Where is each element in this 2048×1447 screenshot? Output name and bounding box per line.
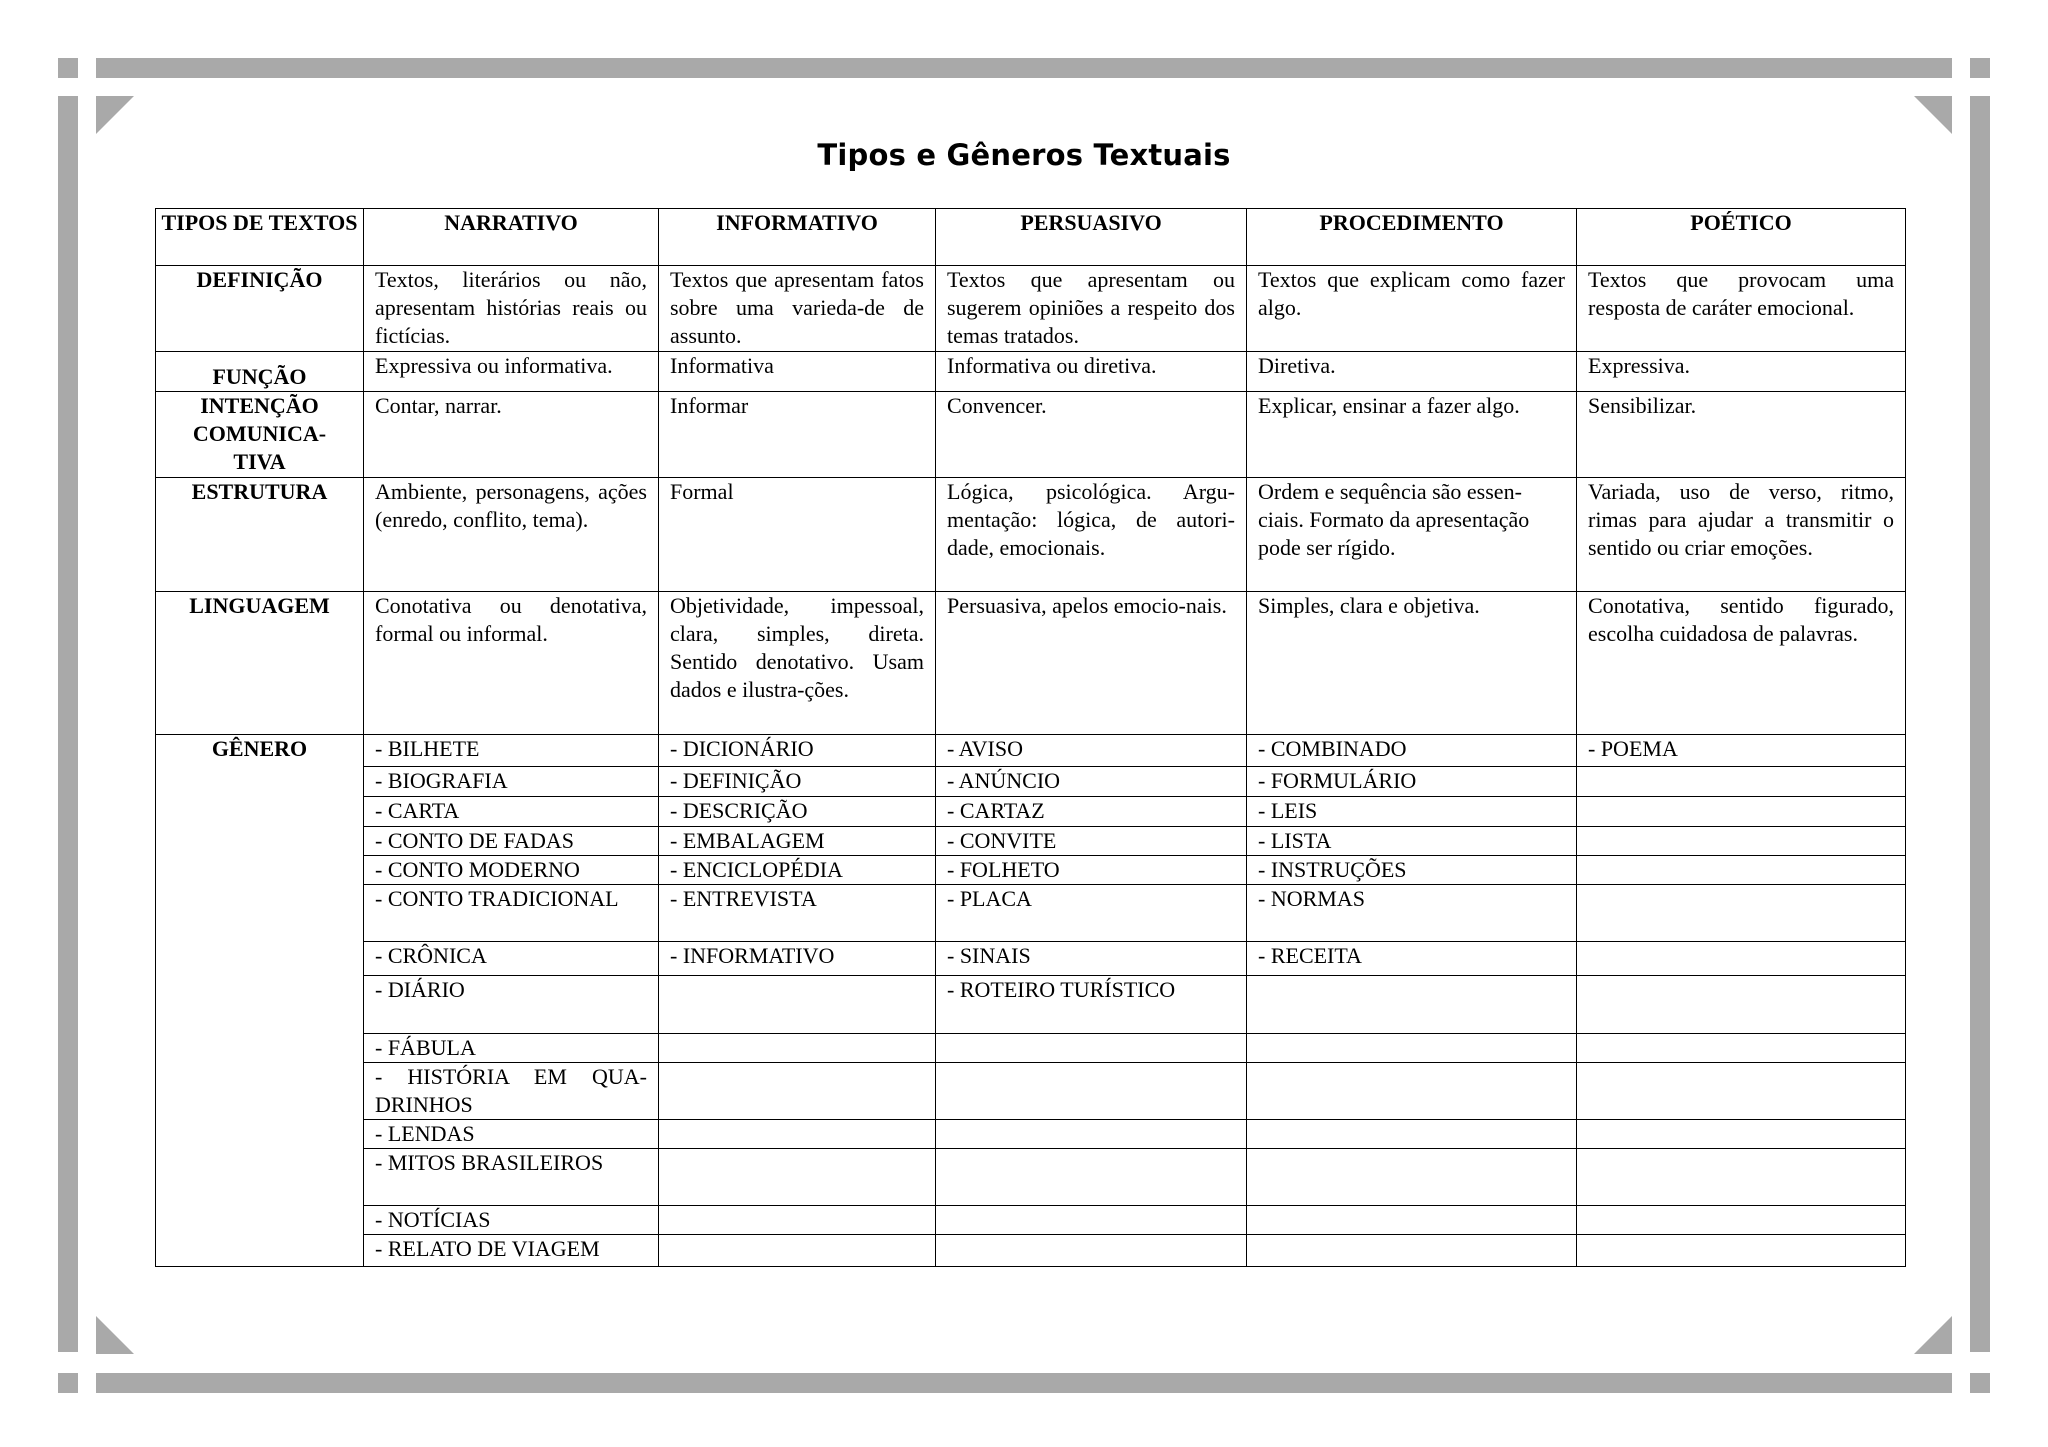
genre-cell: - NORMAS	[1247, 885, 1577, 942]
frame-top-bar	[96, 58, 1952, 78]
genre-cell	[1577, 1034, 1906, 1063]
cell-funcao-procedimento: Diretiva.	[1247, 352, 1577, 392]
genre-cell	[1577, 1063, 1906, 1120]
row-intencao-comunicativa	[156, 392, 1906, 478]
cell-estrutura-procedimento: Ordem e sequência são essen-ciais. Formato da apresentação pode ser rígido.	[1247, 478, 1577, 592]
genre-cell	[659, 976, 936, 1034]
genre-cell	[936, 1063, 1247, 1120]
genre-cell	[936, 1206, 1247, 1235]
frame-corner-square-tl	[58, 58, 78, 78]
genre-cell: - BILHETE	[364, 735, 659, 767]
genre-cell	[1247, 1206, 1577, 1235]
column-header-procedimento: PROCEDIMENTO	[1247, 209, 1577, 266]
genre-cell: - CONTO TRADICIONAL	[364, 885, 659, 942]
genre-cell	[936, 1235, 1247, 1267]
column-header-narrativo: NARRATIVO	[364, 209, 659, 266]
genre-row	[156, 976, 1906, 1034]
genre-row	[156, 797, 1906, 827]
genre-cell: - CRÔNICA	[364, 942, 659, 976]
genre-cell: - ANÚNCIO	[936, 767, 1247, 797]
genre-cell: - ENCICLOPÉDIA	[659, 856, 936, 885]
genre-row	[156, 1120, 1906, 1149]
row-header-funcao: FUNÇÃO	[156, 352, 364, 392]
genre-cell: - FOLHETO	[936, 856, 1247, 885]
genre-cell: - POEMA	[1577, 735, 1906, 767]
genre-cell	[936, 1149, 1247, 1206]
genre-cell: - LISTA	[1247, 827, 1577, 856]
genre-cell: - RELATO DE VIAGEM	[364, 1235, 659, 1267]
genre-row	[156, 735, 1906, 767]
genre-cell: - DEFINIÇÃO	[659, 767, 936, 797]
genre-row	[156, 942, 1906, 976]
cell-intencao-narrativo: Contar, narrar.	[364, 392, 659, 478]
column-header-informativo: INFORMATIVO	[659, 209, 936, 266]
genre-cell	[1247, 1120, 1577, 1149]
genre-cell: - ENTREVISTA	[659, 885, 936, 942]
row-linguagem	[156, 592, 1906, 735]
genre-cell: - FORMULÁRIO	[1247, 767, 1577, 797]
cell-linguagem-poetico: Conotativa, sentido figurado, escolha cuidadosa de palavras.	[1577, 592, 1906, 735]
genre-cell: - INSTRUÇÕES	[1247, 856, 1577, 885]
genre-cell: - LEIS	[1247, 797, 1577, 827]
genre-row	[156, 1034, 1906, 1063]
row-estrutura	[156, 478, 1906, 592]
genre-row	[156, 885, 1906, 942]
cell-definicao-persuasivo: Textos que apresentam ou sugerem opiniões a respeito dos temas tratados.	[936, 266, 1247, 352]
genre-cell	[659, 1034, 936, 1063]
genre-cell	[1577, 856, 1906, 885]
genre-cell	[1247, 1235, 1577, 1267]
row-header-genero: GÊNERO	[156, 735, 364, 1267]
genre-cell	[1577, 1149, 1906, 1206]
row-funcao	[156, 352, 1906, 392]
cell-funcao-informativo: Informativa	[659, 352, 936, 392]
genre-cell	[1247, 976, 1577, 1034]
genre-cell: - EMBALAGEM	[659, 827, 936, 856]
cell-estrutura-informativo: Formal	[659, 478, 936, 592]
genre-cell: - BIOGRAFIA	[364, 767, 659, 797]
genre-row	[156, 1149, 1906, 1206]
cell-funcao-persuasivo: Informativa ou diretiva.	[936, 352, 1247, 392]
cell-funcao-poetico: Expressiva.	[1577, 352, 1906, 392]
genre-cell	[936, 1034, 1247, 1063]
genre-row	[156, 1235, 1906, 1267]
genre-cell	[1577, 976, 1906, 1034]
genre-cell: - MITOS BRASILEIROS	[364, 1149, 659, 1206]
cell-estrutura-poetico: Variada, uso de verso, ritmo, rimas para ajudar a transmitir o sentido ou criar emoções.	[1577, 478, 1906, 592]
genre-row	[156, 856, 1906, 885]
genre-cell: - NOTÍCIAS	[364, 1206, 659, 1235]
genre-cell: - CARTAZ	[936, 797, 1247, 827]
genre-cell: - AVISO	[936, 735, 1247, 767]
genre-cell	[1577, 1235, 1906, 1267]
cell-linguagem-persuasivo: Persuasiva, apelos emocio-nais.	[936, 592, 1247, 735]
genre-cell: - HISTÓRIA EM QUA-DRINHOS	[364, 1063, 659, 1120]
genre-cell: - CONTO DE FADAS	[364, 827, 659, 856]
genre-cell	[1577, 1120, 1906, 1149]
genre-cell: - DIÁRIO	[364, 976, 659, 1034]
cell-intencao-persuasivo: Convencer.	[936, 392, 1247, 478]
genre-row	[156, 767, 1906, 797]
page-title: Tipos e Gêneros Textuais	[817, 138, 1231, 172]
row-definicao	[156, 266, 1906, 352]
frame-corner-square-tr	[1970, 58, 1990, 78]
genre-cell: - COMBINADO	[1247, 735, 1577, 767]
genre-cell	[659, 1235, 936, 1267]
row-header-intencao-comunicativa: INTENÇÃO COMUNICA-TIVA	[156, 392, 364, 478]
text-types-table	[155, 208, 1906, 1267]
cell-linguagem-narrativo: Conotativa ou denotativa, formal ou informal.	[364, 592, 659, 735]
genre-cell: - DESCRIÇÃO	[659, 797, 936, 827]
genre-cell	[659, 1120, 936, 1149]
genre-cell: - CONVITE	[936, 827, 1247, 856]
frame-corner-triangle-bl	[96, 1316, 134, 1354]
genre-cell	[1247, 1034, 1577, 1063]
cell-definicao-procedimento: Textos que explicam como fazer algo.	[1247, 266, 1577, 352]
cell-linguagem-informativo: Objetividade, impessoal, clara, simples, direta. Sentido denotativo. Usam dados e ilustra-ções.	[659, 592, 936, 735]
genre-cell: - INFORMATIVO	[659, 942, 936, 976]
genre-cell: - CONTO MODERNO	[364, 856, 659, 885]
frame-bottom-bar	[96, 1373, 1952, 1393]
row-header-definicao: DEFINIÇÃO	[156, 266, 364, 352]
frame-corner-triangle-tl	[96, 96, 134, 134]
genre-row	[156, 1206, 1906, 1235]
genre-cell: - FÁBULA	[364, 1034, 659, 1063]
frame-corner-square-br	[1970, 1373, 1990, 1393]
cell-linguagem-procedimento: Simples, clara e objetiva.	[1247, 592, 1577, 735]
genre-cell	[1577, 942, 1906, 976]
genre-cell: - RECEITA	[1247, 942, 1577, 976]
frame-corner-square-bl	[58, 1373, 78, 1393]
cell-funcao-narrativo: Expressiva ou informativa.	[364, 352, 659, 392]
genre-cell	[1247, 1149, 1577, 1206]
genre-cell	[1577, 827, 1906, 856]
genre-cell: - SINAIS	[936, 942, 1247, 976]
genre-cell	[1247, 1063, 1577, 1120]
header-row	[156, 209, 1906, 266]
genre-cell: - DICIONÁRIO	[659, 735, 936, 767]
genre-cell	[1577, 1206, 1906, 1235]
genre-row	[156, 827, 1906, 856]
frame-right-bar	[1970, 96, 1990, 1352]
genre-cell	[659, 1149, 936, 1206]
cell-definicao-narrativo: Textos, literários ou não, apresentam histórias reais ou fictícias.	[364, 266, 659, 352]
cell-definicao-poetico: Textos que provocam uma resposta de caráter emocional.	[1577, 266, 1906, 352]
cell-estrutura-narrativo: Ambiente, personagens, ações (enredo, conflito, tema).	[364, 478, 659, 592]
corner-header: TIPOS DE TEXTOS	[156, 209, 364, 266]
genre-cell	[1577, 767, 1906, 797]
column-header-poetico: POÉTICO	[1577, 209, 1906, 266]
column-header-persuasivo: PERSUASIVO	[936, 209, 1247, 266]
genre-cell: - PLACA	[936, 885, 1247, 942]
genre-cell	[1577, 797, 1906, 827]
cell-definicao-informativo: Textos que apresentam fatos sobre uma varieda-de de assunto.	[659, 266, 936, 352]
frame-corner-triangle-tr	[1914, 96, 1952, 134]
genre-cell: - LENDAS	[364, 1120, 659, 1149]
genre-row	[156, 1063, 1906, 1120]
genre-cell	[659, 1206, 936, 1235]
frame-corner-triangle-br	[1914, 1316, 1952, 1354]
genre-cell	[936, 1120, 1247, 1149]
frame-left-bar	[58, 96, 78, 1352]
genre-cell: - CARTA	[364, 797, 659, 827]
cell-intencao-poetico: Sensibilizar.	[1577, 392, 1906, 478]
row-header-linguagem: LINGUAGEM	[156, 592, 364, 735]
genre-cell	[659, 1063, 936, 1120]
row-header-estrutura: ESTRUTURA	[156, 478, 364, 592]
genre-cell	[1577, 885, 1906, 942]
cell-intencao-procedimento: Explicar, ensinar a fazer algo.	[1247, 392, 1577, 478]
genre-cell: - ROTEIRO TURÍSTICO	[936, 976, 1247, 1034]
cell-intencao-informativo: Informar	[659, 392, 936, 478]
cell-estrutura-persuasivo: Lógica, psicológica. Argu-mentação: lógica, de autori-dade, emocionais.	[936, 478, 1247, 592]
